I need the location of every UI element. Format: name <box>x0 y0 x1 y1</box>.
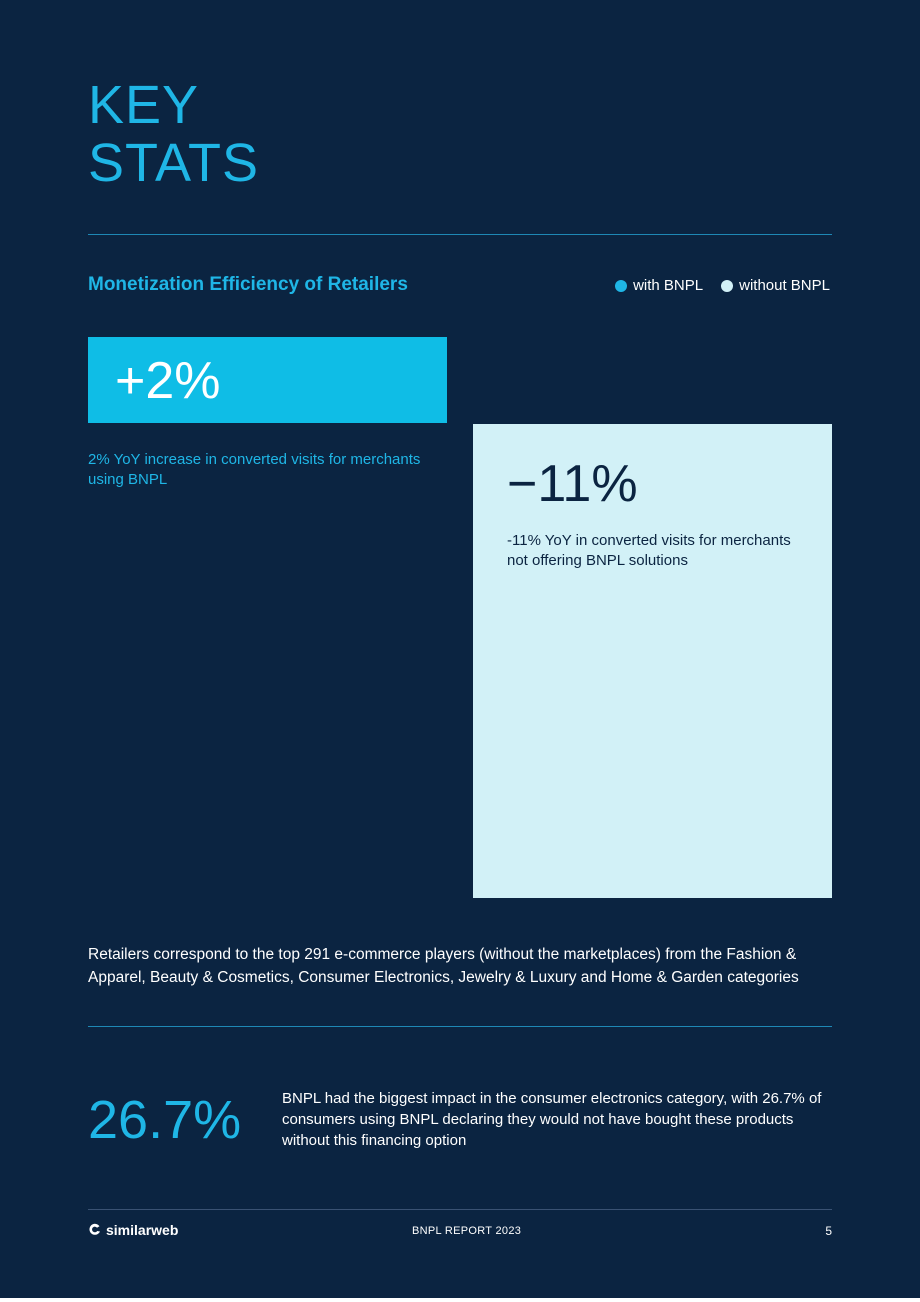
section-title: Monetization Efficiency of Retailers <box>88 274 408 295</box>
with-bnpl-description: 2% YoY increase in converted visits for merchants using BNPL <box>88 451 421 488</box>
legend-swatch-with-bnpl <box>615 280 627 292</box>
page-number: 5 <box>825 1224 832 1238</box>
similarweb-logo-icon <box>88 1223 102 1237</box>
retailers-note: Retailers correspond to the top 291 e-commerce players (without the marketplaces) from the Fashion & Apparel, Beauty & Cosmetics, Consumer Electronics, Jewelry & Luxury and Home & Garden categories <box>88 946 799 986</box>
bar-without-bnpl <box>473 424 832 898</box>
similarweb-logo <box>88 1222 178 1238</box>
report-name: BNPL REPORT 2023 <box>412 1225 522 1237</box>
middle-divider <box>88 1026 832 1027</box>
bar-with-bnpl <box>88 337 447 423</box>
page-title-line-1: KEY <box>88 75 200 135</box>
stat-value: 26.7% <box>88 1090 242 1150</box>
legend-swatch-without-bnpl <box>721 280 733 292</box>
bar-without-bnpl-value: −11% <box>507 455 638 513</box>
chart-legend <box>615 277 830 294</box>
footer-divider <box>88 1209 832 1210</box>
legend-item-with-bnpl <box>615 277 703 294</box>
top-divider <box>88 234 832 235</box>
without-bnpl-description: -11% YoY in converted visits for merchants not offering BNPL solutions <box>507 532 791 569</box>
similarweb-logo-text: similarweb <box>106 1222 179 1238</box>
legend-item-without-bnpl <box>721 277 830 294</box>
legend-label-with-bnpl: with BNPL <box>633 277 704 294</box>
legend-label-without-bnpl: without BNPL <box>739 277 830 294</box>
stat-description: BNPL had the biggest impact in the consumer electronics category, with 26.7% of consumers using BNPL declaring they would not have bought these products without this financing option <box>282 1090 822 1149</box>
page-title-line-2: STATS <box>88 133 260 193</box>
bottom-edge <box>0 1298 920 1302</box>
bar-with-bnpl-value: +2% <box>115 352 221 410</box>
